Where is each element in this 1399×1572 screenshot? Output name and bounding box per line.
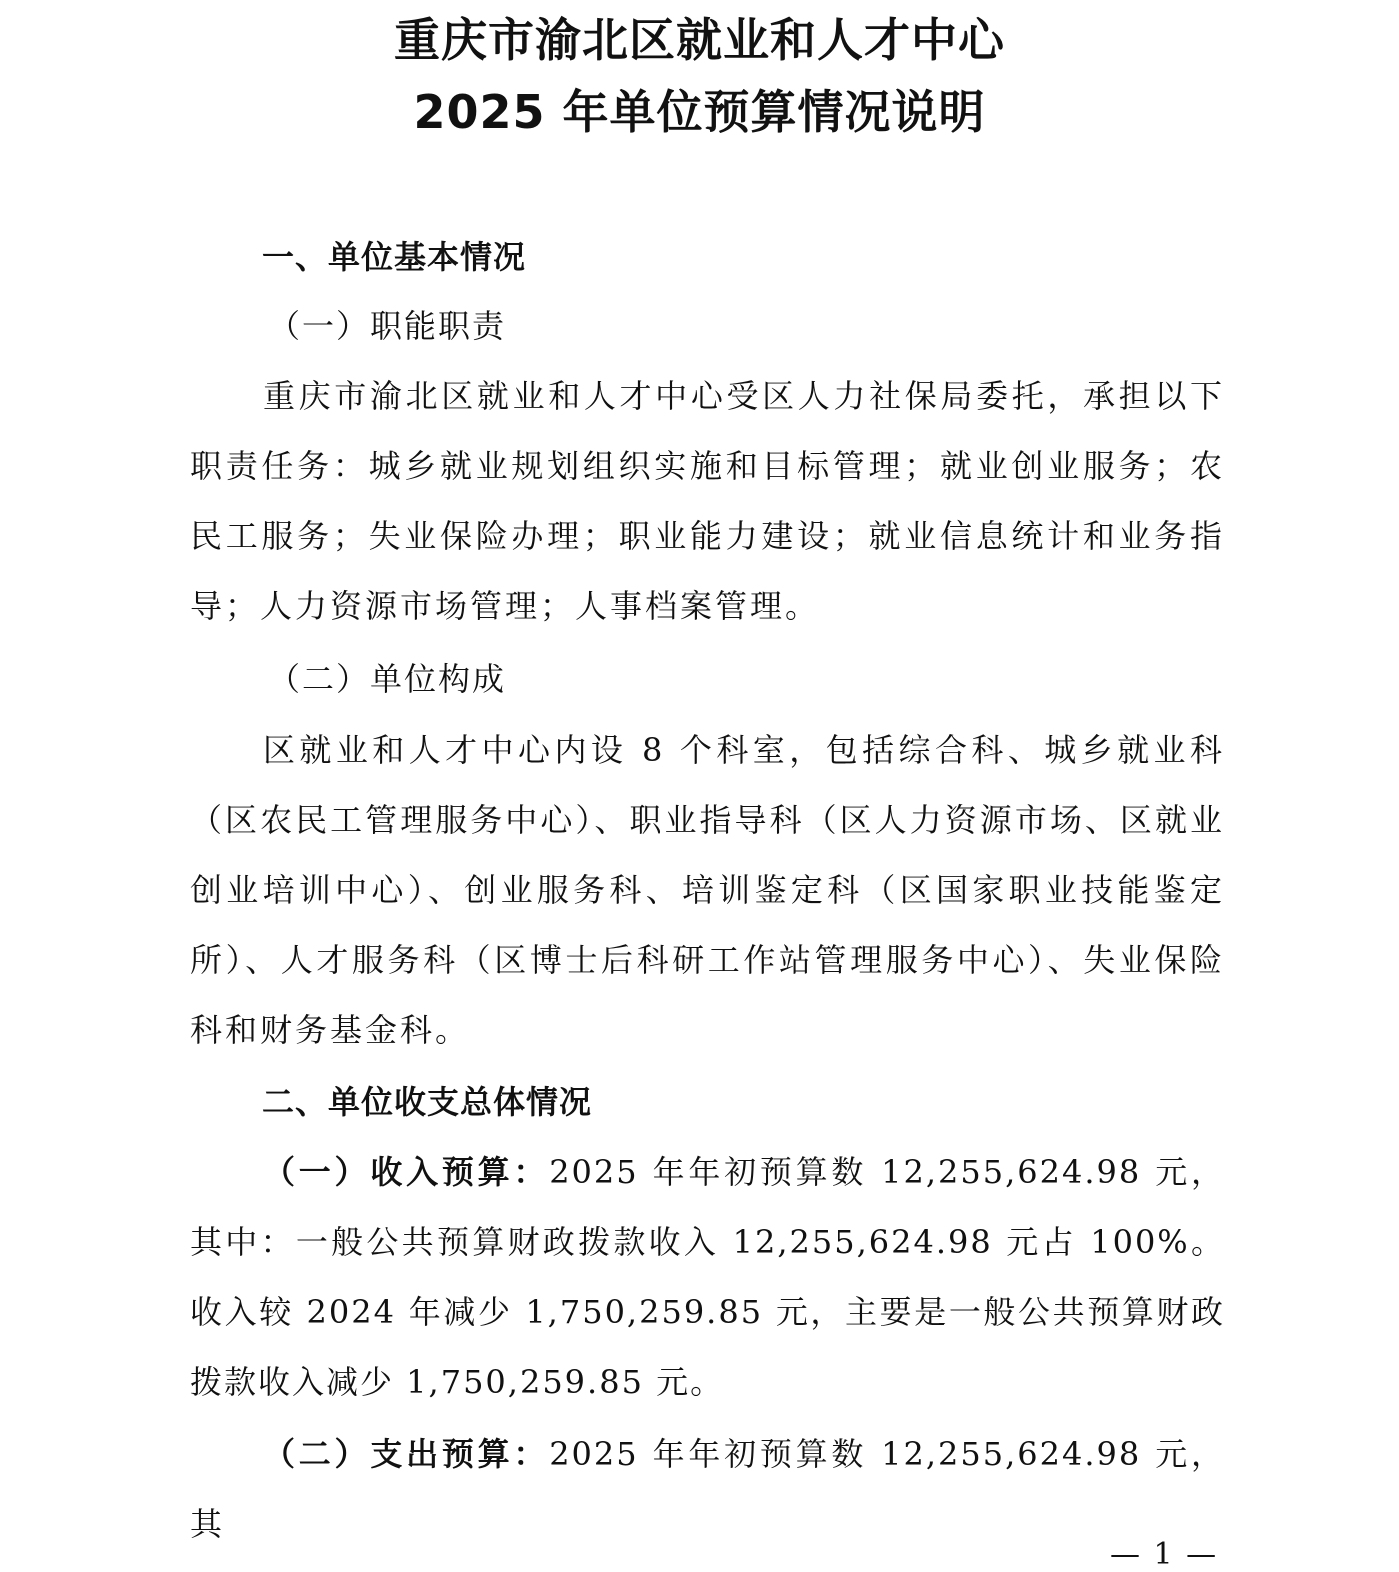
- section-2-heading: 二、单位收支总体情况: [262, 1083, 593, 1121]
- section-2-sub-2-text: 2025 年年初预算数 12,255,624.98 元，其: [190, 1435, 1225, 1543]
- section-1-sub-2-paragraph: 区就业和人才中心内设 8 个科室，包括综合科、城乡就业科（区农民工管理服务中心）、职业指导科（区人力资源市场、区就业创业培训中心）、创业服务科、培训鉴定科（区国家职业技能鉴定所）、人才服务科（区博士后科研工作站管理服务中心）、失业保险科和财务基金科。: [190, 731, 1225, 1049]
- section-1-heading: 一、单位基本情况: [262, 238, 527, 276]
- section-1-sub-2-heading: （二）单位构成: [268, 660, 507, 698]
- section-1-sub-1-paragraph: 重庆市渝北区就业和人才中心受区人力社保局委托，承担以下职责任务：城乡就业规划组织实施和目标管理；就业创业服务；农民工服务；失业保险办理；职业能力建设；就业信息统计和业务指导；人力资源市场管理；人事档案管理。: [190, 377, 1225, 625]
- document-title-line-2: 2025 年单位预算情况说明: [413, 85, 986, 139]
- section-1-sub-1-heading: （一）职能职责: [268, 307, 507, 345]
- page-number: — 1 —: [1110, 1537, 1219, 1572]
- document-title-line-1: 重庆市渝北区就业和人才中心: [394, 13, 1005, 67]
- section-2-sub-1-paragraph: [190, 1137, 1225, 1417]
- section-2-sub-1-text: 2025 年年初预算数 12,255,624.98 元，其中：一般公共预算财政拨款收入 12,255,624.98 元占 100%。收入较 2024 年减少 1,750,259.85 元，主要是一般公共预算财政拨款收入减少 1,750,259.85 元。: [190, 1153, 1225, 1401]
- section-2-sub-2-paragraph: [190, 1419, 1225, 1559]
- section-2-sub-1-label: （一）收入预算：: [263, 1153, 550, 1191]
- section-2-sub-2-label: （二）支出预算：: [263, 1435, 550, 1473]
